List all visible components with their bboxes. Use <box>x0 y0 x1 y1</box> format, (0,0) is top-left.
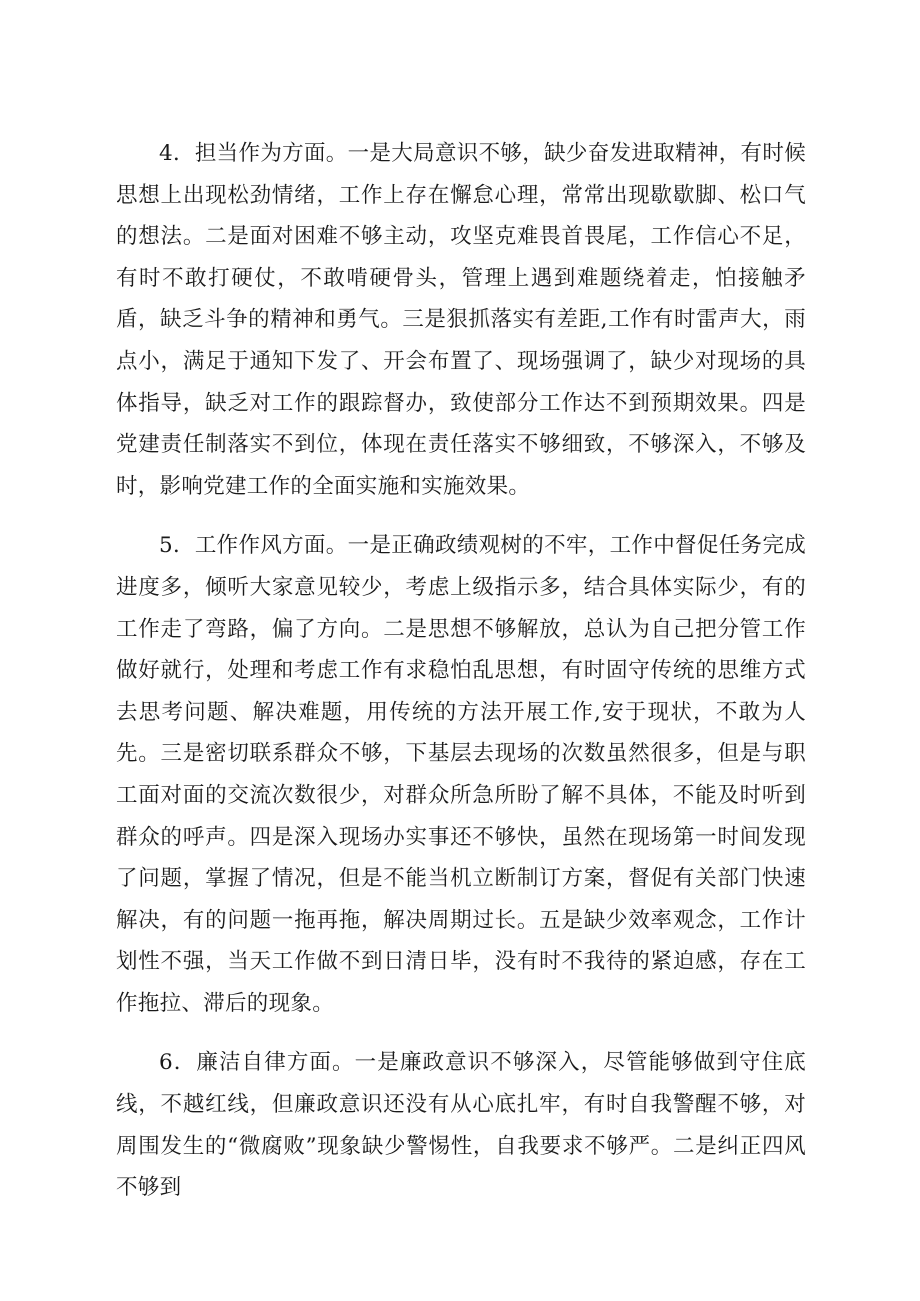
paragraph-accountability: 4．担当作为方面。一是大局意识不够，缺少奋发进取精神，有时候思想上出现松劲情绪，工作上存在懈怠心理，常常出现歇歇脚、松口气的想法。二是面对困难不够主动，攻坚克难畏首畏尾，工作信心不足，有时不敢打硬仗，不敢啃硬骨头，管理上遇到难题绕着走，怕接触矛盾，缺乏斗争的精神和勇气。三是狠抓落实有差距,工作有时雷声大，雨点小，满足于通知下发了、开会布置了、现场强调了，缺少对现场的具体指导，缺乏对工作的跟踪督办，致使部分工作达不到预期效果。四是党建责任制落实不到位，体现在责任落实不够细致，不够深入，不够及时，影响党建工作的全面实施和实施效果。 <box>116 141 806 499</box>
document-body <box>116 133 806 1227</box>
paragraph-integrity: 6．廉洁自律方面。一是廉政意识不够深入，尽管能够做到守住底线，不越红线，但廉政意识还没有从心底扎牢，有时自我警醒不够，对周围发生的“微腐败”现象缺少警惕性，自我要求不够严。二是纠正四风不够到 <box>116 1050 806 1201</box>
paragraph-work-style: 5．工作作风方面。一是正确政绩观树的不牢，工作中督促任务完成进度多，倾听大家意见较少，考虑上级指示多，结合具体实际少，有的工作走了弯路，偏了方向。二是思想不够解放，总认为自己把分管工作做好就行，处理和考虑工作有求稳怕乱思想，有时固守传统的思维方式去思考问题、解决难题，用传统的方法开展工作,安于现状，不敢为人先。三是密切联系群众不够，下基层去现场的次数虽然很多，但是与职工面对面的交流次数很少，对群众所急所盼了解不具体，不能及时听到群众的呼声。四是深入现场办实事还不够快，虽然在现场第一时间发现了问题，掌握了情况，但是不能当机立断制订方案，督促有关部门快速解决，有的问题一拖再拖，解决周期过长。五是缺少效率观念，工作计划性不强，当天工作做不到日清日毕，没有时不我待的紧迫感，存在工作拖拉、滞后的现象。 <box>116 533 806 1016</box>
